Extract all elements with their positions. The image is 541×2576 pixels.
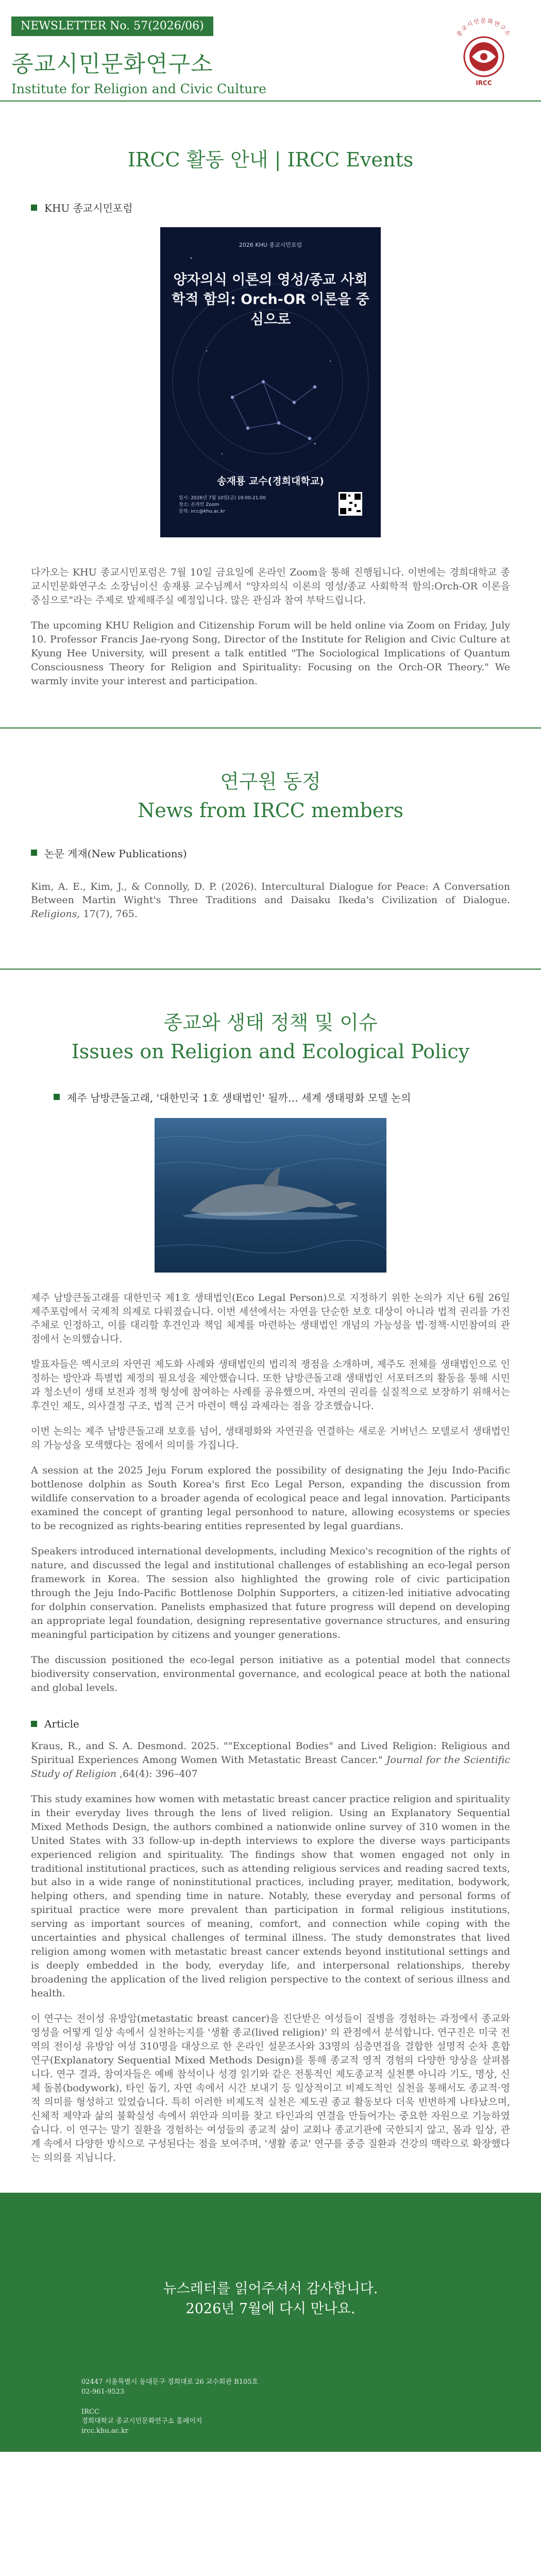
policy-section xyxy=(0,970,541,2165)
news-section xyxy=(0,728,541,921)
policy-title-en: Issues on Religion and Ecological Policy xyxy=(71,1040,470,1063)
logo-arc-text: 종교시민문화연구소 xyxy=(455,18,513,38)
footer-thanks: 뉴스레터를 읽어주셔서 감사합니다. xyxy=(163,2280,378,2297)
org-name-en: Institute for Religion and Civic Culture xyxy=(11,81,266,96)
publication-citation xyxy=(31,880,510,921)
poster-date: 일시: 2026년 7월 10일(금) 19:00-21:00 xyxy=(179,496,266,501)
forum-poster xyxy=(160,227,381,537)
events-section xyxy=(0,101,541,688)
poster-title: 양자의식 이론의 영성/종교 사회학적 함의: Orch-OR 이론을 중심으로 xyxy=(172,272,369,328)
news-bullet-label: 논문 게재(New Publications) xyxy=(44,847,187,860)
events-paragraph-en: The upcoming KHU Religion and Citizenship Forum will be held online via Zoom on Friday, July 10. Professor Francis Jae-ryong Song, Director of the Institute for Religion and Civic Culture at Kyung Hee University, will present a talk entitled "The Sociological Implications of Quantum Consciousness Theory for Religion and Spirituality: Focusing on the Orch-OR Theory." We warmly invite your interest and participation. xyxy=(31,619,510,687)
poster-series-label: 2026 KHU 종교시민포럼 xyxy=(239,242,302,248)
policy-bullet xyxy=(54,1090,510,1105)
article-bullet-label: Article xyxy=(44,1717,79,1730)
citation-tail: , 17(7), 765. xyxy=(77,908,138,920)
policy-paragraph-1: 제주 남방큰돌고래를 대한민국 제1호 생태법인(Eco Legal Person)으로 지정하기 위한 논의가 지난 6월 26일 제주포럼에서 국제적 의제로 다뤄졌습니다. 이번 세션에서는 자연을 단순한 보호 대상이 아니라 법적 권리를 가진 주체로 인정하고, 이를 대리할 후견인과 책임 체계를 마련하는 생태법인 개념의 가능성을 법·정책·시민참여의 관점에서 논의했습니다. xyxy=(31,1292,510,1345)
poster-info xyxy=(179,495,266,515)
bullet-square-icon xyxy=(31,1721,37,1727)
citation-main: Kim, A. E., Kim, J., & Connolly, D. P. (2026). Intercultural Dialogue for Peace: A Conversation Between Martin Wight's Three Traditions and Daisaku Ikeda's Civilization of Dialogue. xyxy=(31,880,510,906)
policy-paragraph-5: Speakers introduced international developments, including Mexico's recognition of the rights of nature, and discussed the legal and institutional challenges of establishing an eco-legal person framework in Korea. The session also highlighted the growing role of civic participation through the Jeju Indo-Pacific Bottlenose Dolphin Supporters, a citizen-led initiative advocating for dolphin conservation. Panelists emphasized that future progress will depend on developing an appropriate legal foundation, designing representative governance structures, and ensuring meaningful participation by citizens and younger generations. xyxy=(31,1546,510,1640)
article-citation-tail: ,64(4): 396–407 xyxy=(116,1768,198,1780)
org-name-ko: 종교시민문화연구소 xyxy=(11,51,213,77)
dolphin-photo-graphic xyxy=(155,1118,386,1273)
news-title-en: News from IRCC members xyxy=(138,799,403,822)
article-citation-journal: Journal for the Scientific Study of Religion xyxy=(31,1754,510,1780)
footer-contact xyxy=(0,2377,541,2397)
footer-site-info xyxy=(0,2408,541,2437)
article-abstract-ko: 이 연구는 전이성 유방암(metastatic breast cancer)을 진단받은 여성들이 질병을 경험하는 과정에서 종교와 영성을 어떻게 일상 속에서 실천하는지를 '생활 종교(lived religion)' 의 관점에서 분석합니다. 연구진은 미국 전역의 전이성 유방암 여성 310명을 대상으로 한 온라인 설문조사와 33명의 심층면접을 결합한 설명적 순차 혼합연구(Explanatory Sequential Mixed Methods Design)를 통해 종교적 영적 경험의 다양한 양상을 살펴봅니다. 연구 결과, 참여자들은 예배 참석이나 성경 읽기와 같은 전통적인 제도종교적 실천뿐 아니라 기도, 명상, 신체 돌봄(bodywork), 타인 돕기, 자연 속에서 시간 보내기 등 일상적이고 비제도적인 실천을 통해서도 종교적·영적 의미를 형성하고 있었습니다. 특히 이러한 비제도적 실천은 제도권 종교 활동보다 더욱 빈번하게 나타났으며, 신체적 제약과 삶의 불확실성 속에서 위안과 의미를 찾고 타인과의 연결을 만들어가는 중요한 자원으로 기능하였습니다. 이 연구는 말기 질환을 경험하는 여성들의 종교적 삶이 교회나 종교기관에 국한되지 않고, 몸과 일상, 관계 속에서 다양한 방식으로 구성된다는 점을 보여주며, '생활 종교' 연구를 중증 질환과 건강의 맥락으로 확장했다는 의의를 지닙니다. xyxy=(31,2013,510,2163)
svg-text:종교시민문화연구소 xyxy=(455,17,512,38)
footer-phone: 02-961-9523 xyxy=(81,2388,125,2396)
poster-contact: 문의: ircc@khu.ac.kr xyxy=(179,509,225,515)
news-title-ko: 연구원 동정 xyxy=(220,770,321,793)
dolphin-photo xyxy=(155,1118,386,1273)
policy-paragraph-2: 발표자들은 멕시코의 자연권 제도화 사례와 생태법인의 법리적 쟁점을 소개하며, 제주도 전체를 생태법인으로 인정하는 방안과 특별법 제정의 필요성을 제안했습니다. 또한 남방큰돌고래 생태법인 서포터즈의 활동을 통해 시민과 청소년이 생태 보전과 정책 형성에 참여하는 사례를 공유했으며, 자연의 권리를 실질적으로 보장하기 위해서는 후견인 제도, 의사결정 구조, 법적 근거 마련이 핵심 과제라는 점을 강조했습니다. xyxy=(31,1359,510,1412)
newsletter-footer xyxy=(0,2193,541,2452)
footer-next-issue: 2026년 7월에 다시 만나요. xyxy=(185,2300,356,2317)
events-bullet xyxy=(31,200,510,215)
events-bullet-label: KHU 종교시민포럼 xyxy=(44,202,133,214)
ircc-logo-icon xyxy=(445,11,522,89)
policy-title-ko: 종교와 생태 정책 및 이슈 xyxy=(163,1011,378,1034)
poster-venue: 장소: 온라인 Zoom xyxy=(179,502,219,508)
policy-bullet-label: 제주 남방큰돌고래, '대한민국 1호 생태법인' 될까… 세계 생태평화 모델 논의 xyxy=(67,1091,411,1104)
news-bullet xyxy=(31,845,510,860)
issue-badge: NEWSLETTER No. 57(2026/06) xyxy=(11,16,213,36)
newsletter-header xyxy=(0,0,541,100)
poster-speaker: 송재룡 교수(경희대학교) xyxy=(217,476,324,487)
bullet-square-icon xyxy=(31,850,37,856)
article-bullet xyxy=(31,1718,510,1730)
events-title: IRCC 활동 안내 | IRCC Events xyxy=(127,148,414,171)
citation-journal: Religions xyxy=(31,908,77,920)
bullet-square-icon xyxy=(54,1094,60,1100)
footer-name-en: IRCC xyxy=(81,2408,99,2416)
logo-abbrev: IRCC xyxy=(476,79,492,87)
bullet-square-icon xyxy=(31,205,37,211)
policy-paragraph-6: The discussion positioned the eco-legal person initiative as a potential model that connects biodiversity conservation, environmental governance, and ecological peace at both the national and global levels. xyxy=(31,1654,510,1693)
policy-paragraph-4: A session at the 2025 Jeju Forum explored the possibility of designating the Jeju Indo-Pacific bottlenose dolphin as South Korea's first Eco Legal Person, expanding the discussion from wildlife conservation to a broader agenda of ecological peace and legal innovation. Participants examined the concept of granting legal personhood to nature, allowing ecosystems or species to be recognized as rights-bearing entities represented by legal guardians. xyxy=(31,1465,510,1532)
policy-paragraph-3: 이번 논의는 제주 남방큰돌고래 보호를 넘어, 생태평화와 자연권을 연결하는 새로운 거버넌스 모델로서 생태법인의 가능성을 모색했다는 점에서 의미를 가집니다. xyxy=(31,1426,510,1451)
article-abstract-en: This study examines how women with metastatic breast cancer practice religion and spirituality in their everyday lives through the lens of lived religion. Using an Explanatory Sequential Mixed Methods Design, the authors combined a nationwide online survey of 310 women in the United States with 33 follow-up in-depth interviews to explore the diverse ways participants experienced religion and spirituality. The findings show that women engaged not only in traditional institutional practices, such as attending religious services and reading sacred texts, but also in a wide range of noninstitutional practices, including prayer, meditation, bodywork, helping others, and spending time in nature. Notably, these everyday and personal forms of spiritual practice were more prevalent than participation in formal religious institutions, serving as important sources of meaning, comfort, and connection while coping with the uncertainties and physical challenges of terminal illness. The study demonstrates that lived religion among women with metastatic breast cancer extends beyond institutional settings and is deeply embedded in the body, everyday life, and interpersonal relationships, thereby broadening the application of the lived religion perspective to the context of serious illness and health. xyxy=(31,1793,510,1999)
qr-code-icon xyxy=(339,492,362,516)
article-citation-main: Kraus, R., and S. A. Desmond. 2025. ""Exceptional Bodies" and Lived Religion: Religious and Spiritual Experiences Among Women With Metastatic Breast Cancer." xyxy=(31,1740,510,1766)
footer-address: 02447 서울특별시 동대문구 경희대로 26 교수회관 B105호 xyxy=(81,2378,259,2386)
events-paragraph-ko: 다가오는 KHU 종교시민포럼은 7월 10일 금요일에 온라인 Zoom을 통해 진행됩니다. 이번에는 경희대학교 종교시민문화연구소 소장님이신 송재룡 교수님께서 "양자의식 이론의 영성/종교 사회학적 함의:Orch-OR 이론을 중심으로"라는 주제로 발제해주실 예정입니다. 많은 관심과 참여 부탁드립니다. xyxy=(31,567,510,606)
footer-name-ko: 경희대학교 종교시민문화연구소 홈페이지 xyxy=(81,2417,202,2426)
article-citation xyxy=(31,1739,510,1781)
footer-website-link[interactable]: ircc.khu.ac.kr xyxy=(81,2427,129,2435)
